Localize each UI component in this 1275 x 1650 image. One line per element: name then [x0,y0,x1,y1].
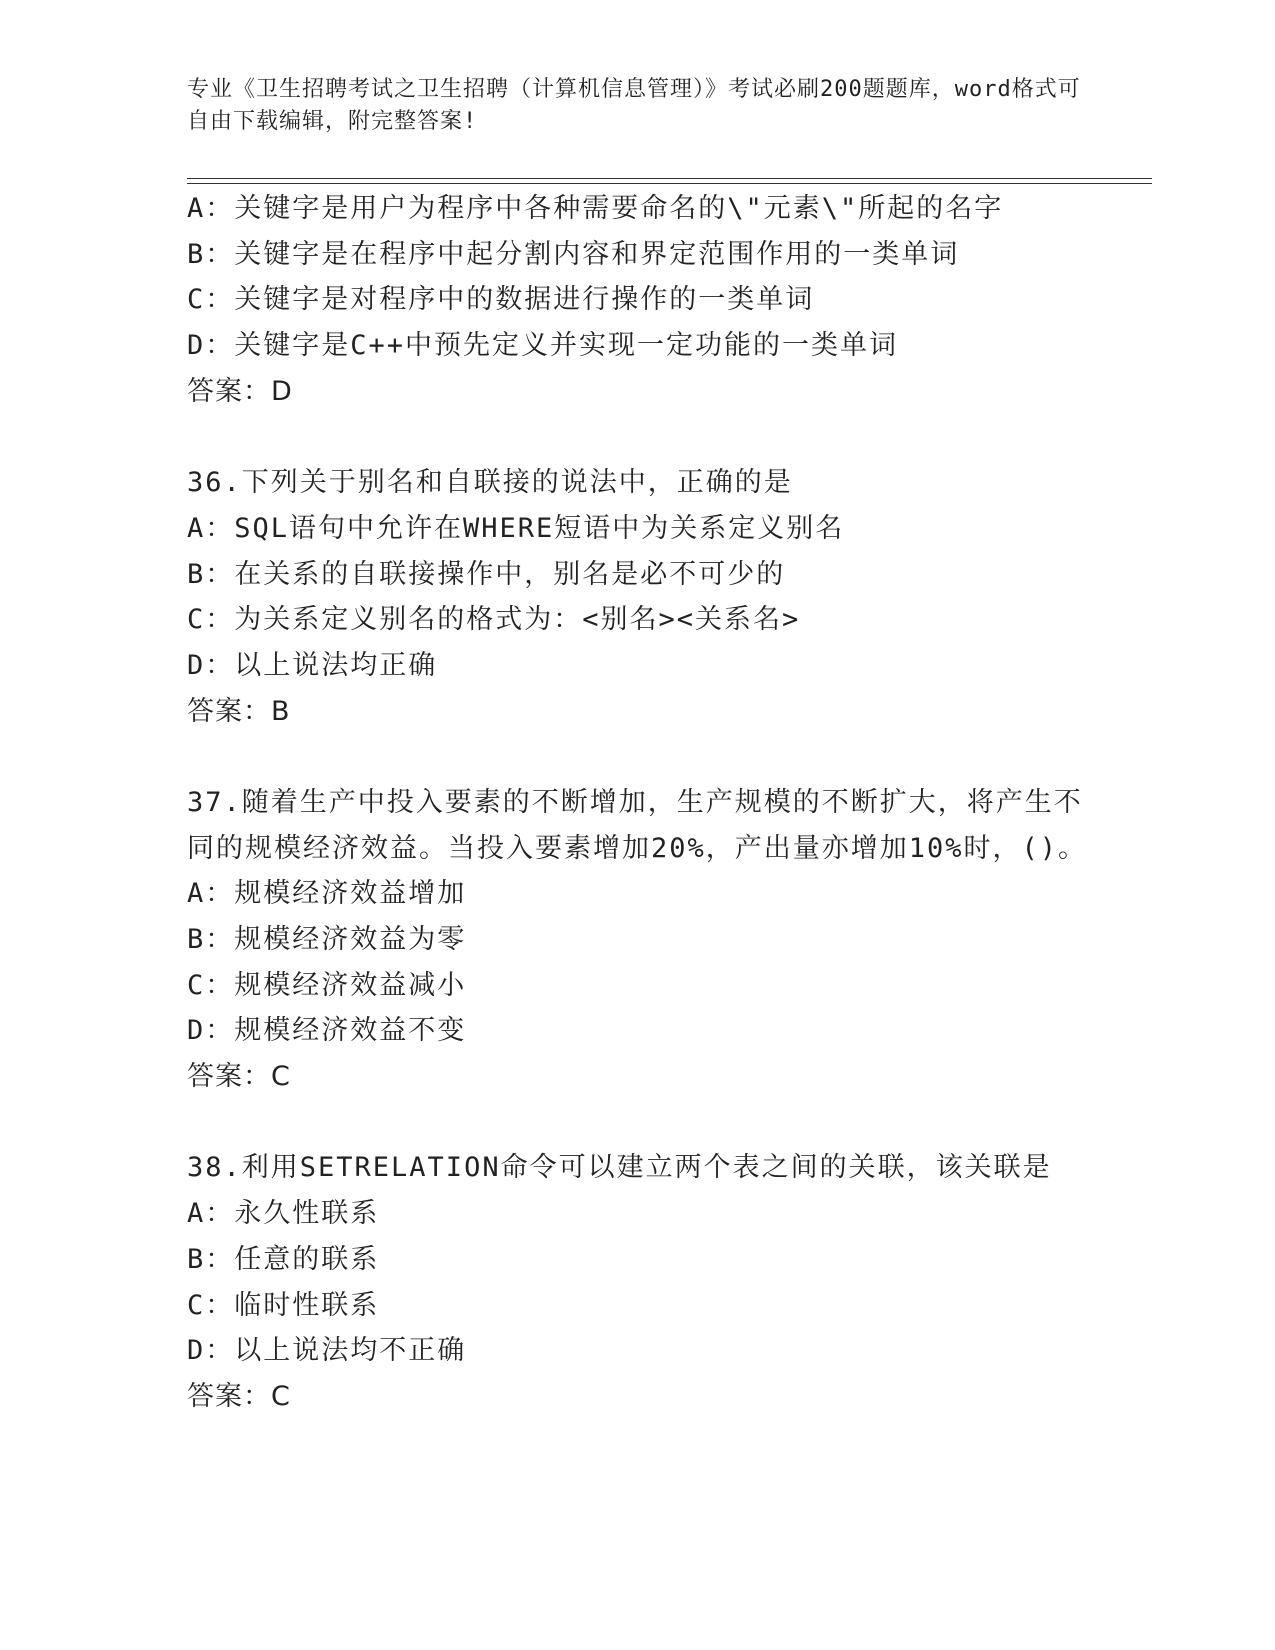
spacer [187,734,1147,780]
option-b: B：任意的联系 [187,1243,380,1275]
question-block-37 [187,780,1147,1100]
question-text: 36.下列关于别名和自联接的说法中，正确的是 [187,467,793,499]
option-c: C：为关系定义别名的格式为：<别名><关系名> [187,604,801,636]
option-d: D：关键字是C++中预先定义并实现一定功能的一类单词 [187,330,899,362]
spacer [187,1100,1147,1146]
option-c: C：关键字是对程序中的数据进行操作的一类单词 [187,284,815,316]
spacer [187,414,1147,460]
question-text-line-1: 37.随着生产中投入要素的不断增加，生产规模的不断扩大，将产生不 [187,786,1083,818]
answer-label: 答案：C [187,1061,291,1093]
option-d: D：规模经济效益不变 [187,1015,467,1047]
option-a: A：关键字是用户为程序中各种需要命名的\"元素\"所起的名字 [187,193,1004,224]
answer-label: 答案：B [187,695,291,727]
option-a: A：永久性联系 [187,1198,380,1230]
question-list [187,186,1147,1420]
question-block-38 [187,1145,1147,1419]
question-text-line-2: 同的规模经济效益。当投入要素增加20%，产出量亦增加10%时，()。 [187,832,1088,864]
option-c: C：规模经济效益减小 [187,969,467,1001]
document-header [187,74,1087,138]
question-block-35 [187,186,1147,414]
option-b: B：在关系的自联接操作中，别名是必不可少的 [187,558,786,590]
header-divider-top [187,178,1152,179]
header-title: 专业《卫生招聘考试之卫生招聘（计算机信息管理）》考试必刷200题题库，word格式可自由下载编辑，附完整答案! [187,77,1081,134]
answer-label: 答案：C [187,1380,291,1412]
header-divider-bottom [187,183,1152,184]
question-block-36 [187,460,1147,734]
option-d: D：以上说法均不正确 [187,1335,467,1367]
option-c: C：临时性联系 [187,1289,380,1321]
question-text: 38.利用SETRELATION命令可以建立两个表之间的关联，该关联是 [187,1152,1052,1184]
option-b: B：关键字是在程序中起分割内容和界定范围作用的一类单词 [187,238,960,270]
option-a: A：规模经济效益增加 [187,878,467,910]
option-d: D：以上说法均正确 [187,649,438,681]
option-b: B：规模经济效益为零 [187,924,467,955]
answer-label: 答案：D [187,375,293,407]
option-a: A：SQL语句中允许在WHERE短语中为关系定义别名 [187,512,845,544]
